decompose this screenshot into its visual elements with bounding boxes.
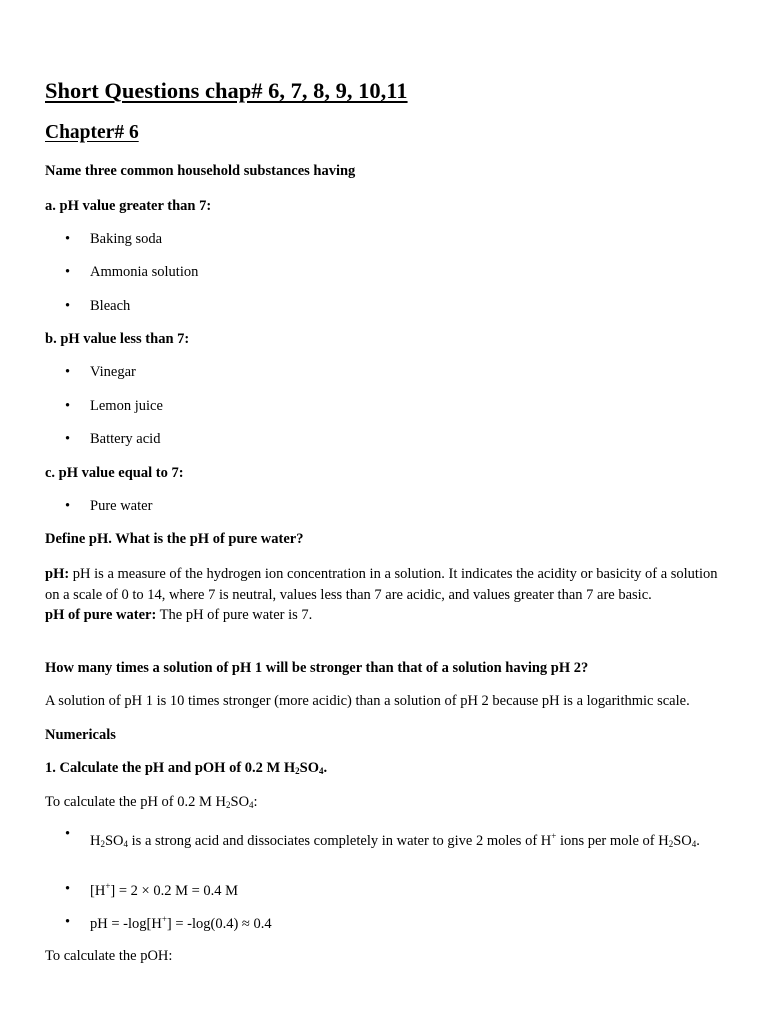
bullet-icon: • [65, 498, 71, 514]
numericals-heading: Numericals [45, 727, 116, 743]
label-ph-less-than-7: b. pH value less than 7: [45, 331, 190, 347]
bullet-icon: • [65, 398, 71, 414]
bullet-icon: • [65, 298, 71, 314]
answer-ph-strength: A solution of pH 1 is 10 times stronger (more acidic) than a solution of pH 2 because pH is a logarithmic scale. [45, 693, 690, 709]
chapter-heading: Chapter# 6 [45, 122, 139, 143]
bullet-icon: • [65, 881, 71, 897]
ph-definition-label: pH: [45, 566, 70, 582]
question-define-ph: Define pH. What is the pH of pure water? [45, 531, 304, 547]
list-item-text: Vinegar [90, 364, 136, 380]
calc-poh-intro: To calculate the pOH: [45, 948, 173, 964]
list-item-text: Baking soda [90, 231, 163, 247]
pure-water-label: pH of pure water: [45, 607, 157, 623]
list-item-text: Lemon juice [90, 398, 163, 414]
list-item-text: Ammonia solution [90, 264, 199, 280]
page-title: Short Questions chap# 6, 7, 8, 9, 10,11 [45, 78, 408, 103]
label-ph-greater-than-7: a. pH value greater than 7: [45, 198, 212, 214]
list-item-text: [H+] = 2 × 0.2 M = 0.4 M [90, 881, 239, 899]
question-ph-strength: How many times a solution of pH 1 will be stronger than that of a solution having pH 2? [45, 660, 589, 676]
list-item-text: $H_2SO_4$ is a strong acid and dissociates completely in water to give 2 moles of H+ ions per mole of $H_2SO_4$. [90, 831, 700, 849]
label-ph-equal-to-7: c. pH value equal to 7: [45, 465, 184, 481]
ph-definition [45, 564, 725, 626]
bullet-icon: • [65, 914, 71, 930]
list-item [65, 826, 730, 855]
calc-ph-intro: To calculate the pH of 0.2 M $H_2SO_4$: [45, 794, 258, 810]
list-item-text: Pure water [90, 498, 153, 514]
numerical-1-question: 1. Calculate the pH and pOH of 0.2 M $H_2SO_4$. [45, 760, 328, 776]
list-item-text: pH = -log[H+] = -log(0.4) ≈ 0.4 [90, 914, 272, 932]
ph-definition-text: pH is a measure of the hydrogen ion concentration in a solution. It indicates the acidity or basicity of a solution on a scale of 0 to 14, where 7 is neutral, values less than 7 are acidic, and values greater than 7 are basic. [45, 566, 718, 603]
list-item-text: Bleach [90, 298, 131, 314]
pure-water-text: The pH of pure water is 7. [159, 607, 313, 623]
list-item-text: Battery acid [90, 431, 161, 447]
bullet-icon: • [65, 231, 71, 247]
bullet-icon: • [65, 364, 71, 380]
question-household-substances: Name three common household substances having [45, 163, 356, 179]
bullet-icon: • [65, 431, 71, 447]
bullet-icon: • [65, 264, 71, 280]
bullet-icon: • [65, 826, 71, 842]
